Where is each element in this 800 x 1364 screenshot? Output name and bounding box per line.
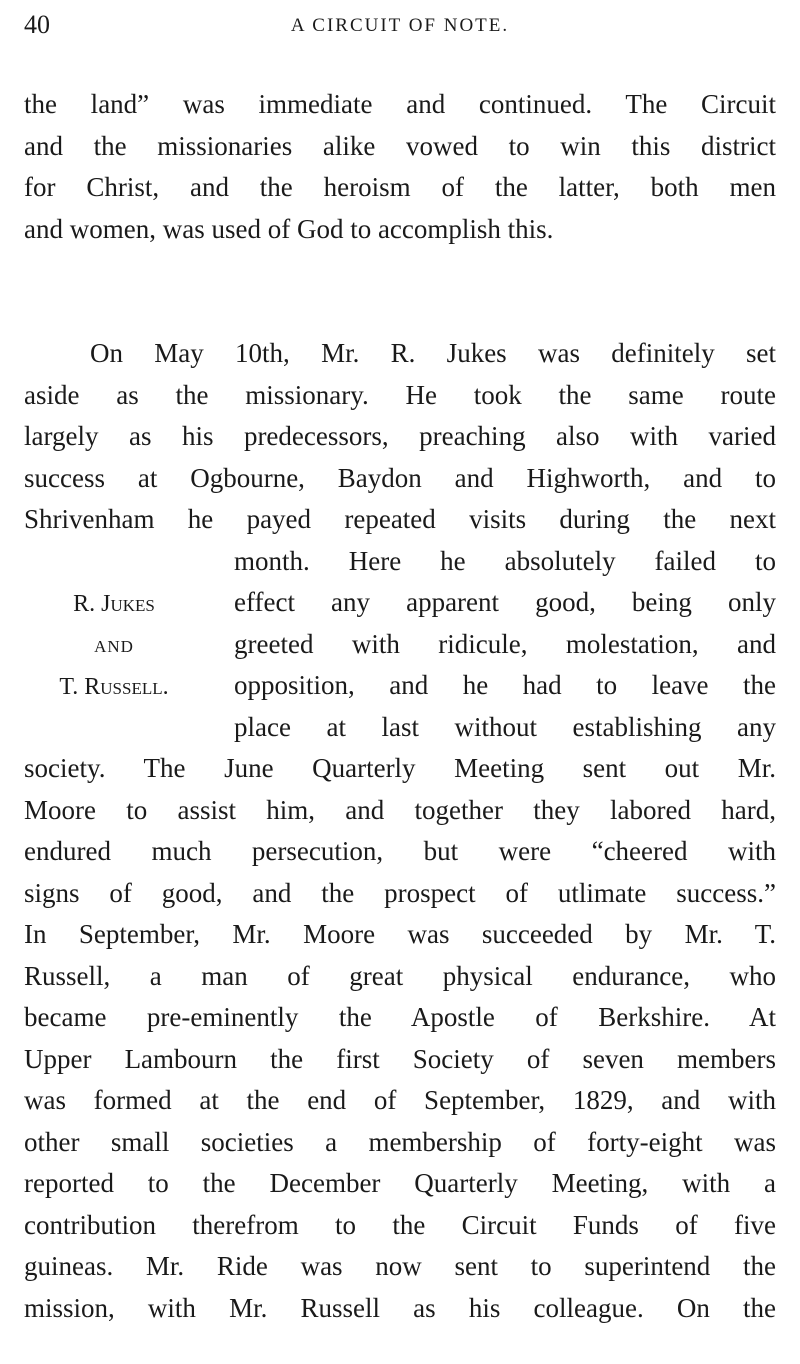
side-note-name-1: R. Jukes <box>73 591 155 617</box>
text-line: place at last without establishing any <box>234 711 776 742</box>
text-line: On May 10th, Mr. R. Jukes was definitely set <box>90 338 776 368</box>
text-line: Russell, a man of great physical endurance, who <box>24 960 776 991</box>
text-line: became pre-eminently the Apostle of Berkshire. At <box>24 1002 776 1032</box>
text-line: mission, with Mr. Russell as his colleague. On the <box>24 1292 776 1323</box>
text-line: Upper Lambourn the first Society of seven members <box>24 1043 776 1074</box>
text-line: month. Here he absolutely failed to <box>234 545 776 576</box>
text-line: largely as his predecessors, preaching also with varied <box>24 421 776 451</box>
side-note <box>24 584 204 709</box>
page-number: 40 <box>24 10 50 39</box>
side-note-conjunction: AND <box>94 636 134 656</box>
text-line: signs of good, and the prospect of utlimate success.” <box>24 877 776 908</box>
text-line: endured much persecution, but were “cheered with <box>24 836 776 866</box>
side-note-name-2: T. Russell. <box>59 674 169 700</box>
text-line: and women, was used of God to accomplish this. <box>24 213 554 244</box>
text-line: reported to the December Quarterly Meeting, with a <box>24 1168 776 1198</box>
text-line: society. The June Quarterly Meeting sent out Mr. <box>24 753 776 783</box>
running-head: A CIRCUIT OF NOTE. <box>290 15 510 36</box>
text-line: for Christ, and the heroism of the latter, both men <box>24 172 776 202</box>
text-line: success at Ogbourne, Baydon and Highworth, and to <box>24 462 776 493</box>
text-line: guineas. Mr. Ride was now sent to superintend the <box>24 1251 776 1281</box>
text-line: Shrivenham he payed repeated visits during the next <box>24 504 776 534</box>
text-line: was formed at the end of September, 1829, and with <box>24 1085 776 1115</box>
text-line: other small societies a membership of forty-eight was <box>24 1126 776 1157</box>
text-line: Moore to assist him, and together they labored hard, <box>24 794 776 825</box>
text-line: contribution therefrom to the Circuit Funds of five <box>24 1209 776 1240</box>
text-line: and the missionaries alike vowed to win this district <box>24 130 776 161</box>
paragraph-1 <box>24 84 776 250</box>
text-line: aside as the missionary. He took the same route <box>24 379 776 410</box>
paragraph-2 <box>24 333 776 1329</box>
text-line: greeted with ridicule, molestation, and <box>234 628 776 659</box>
text-line: the land” was immediate and continued. The Circuit <box>24 89 776 119</box>
text-line: opposition, and he had to leave the <box>234 670 776 700</box>
text-line: effect any apparent good, being only <box>234 587 776 617</box>
text-line: In September, Mr. Moore was succeeded by Mr. T. <box>24 919 776 949</box>
